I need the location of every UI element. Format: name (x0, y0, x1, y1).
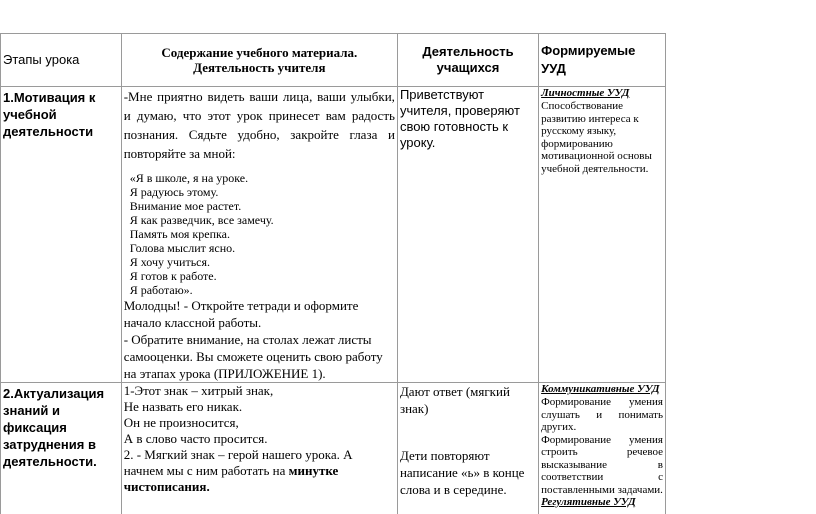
row1-uud-cell (539, 87, 666, 383)
header-content-line2: Деятельность учителя (193, 60, 326, 75)
row2-students-b: Дети повторяют написание «ь» в конце слова и в середине. (399, 448, 525, 497)
row1-content-cell (121, 87, 397, 383)
poem-line: Я как разведчик, все замечу. (129, 213, 274, 227)
row1-students: Приветствуют учителя, проверяют свою готовность к уроку. (399, 87, 520, 150)
header-students-cell (397, 34, 538, 87)
table-row (1, 383, 666, 514)
header-uud: Формируемые УУД (541, 43, 636, 76)
row2-line-2-text: 2. - Мягкий знак – герой нашего урока. А начнем мы с ним работать на (123, 447, 353, 478)
row1-outro-2: - Обратите внимание, на столах лежат листы самооценки. Вы сможете оценить свою работу на этапах урока (ПРИЛОЖЕНИЕ 1). (123, 332, 383, 381)
row2-content-cell (121, 383, 397, 514)
poem-line: Я готов к работе. (129, 269, 217, 283)
row1-uud-text: Способствование развитию интереса к русскому языку, формированию мотивационной основы учебной деятельности. (541, 100, 652, 175)
row1-stage-cell (1, 87, 122, 383)
row1-poem (124, 171, 395, 297)
poem-line: Я радуюсь этому. (129, 185, 219, 199)
row2-students-cell (397, 383, 538, 514)
header-content-cell (121, 34, 397, 87)
row2-uud-heading: Коммуникативные УУД (541, 383, 660, 395)
row2-uud-heading-2: Регулятивные УУД (541, 496, 636, 508)
header-students-line1: Деятельность (422, 44, 514, 59)
header-stages-cell (1, 34, 122, 87)
header-content-line1: Содержание учебного материала. (161, 45, 358, 60)
header-students-line2: учащихся (436, 60, 500, 75)
header-stages: Этапы урока (3, 52, 80, 67)
row1-students-cell (397, 87, 538, 383)
row2-uud-text-1: Формирование умения слушать и понимать других. (541, 396, 663, 433)
poem-line: Я работаю». (129, 283, 193, 297)
row1-teacher-intro: -Мне приятно видеть ваши лица, ваши улыбки, и думаю, что этот урок принесет вам радость познания. Сядьте удобно, закройте глаза и повторяйте за мной: (123, 89, 395, 161)
row2-line: Он не произносится, (123, 415, 239, 430)
row1-outro-1: Молодцы! - Откройте тетради и оформите начало классной работы. (123, 298, 359, 330)
poem-line: Внимание мое растет. (129, 199, 242, 213)
row2-line-2 (124, 447, 395, 495)
row2-line: 1-Этот знак – хитрый знак, (123, 383, 274, 398)
row2-uud-cell (539, 383, 666, 514)
table-header-row (1, 34, 666, 87)
row2-stage-cell (1, 383, 122, 514)
row2-students-a: Дают ответ (мягкий знак) (399, 384, 510, 416)
row1-uud-heading: Личностные УУД (541, 87, 630, 99)
poem-line: Голова мыслит ясно. (129, 241, 236, 255)
lesson-plan-table (0, 33, 666, 514)
row2-line: Не назвать его никак. (123, 399, 243, 414)
row1-stage: 1.Мотивация к учебной деятельности (3, 90, 96, 139)
row2-lines (124, 383, 395, 495)
header-uud-cell (539, 34, 666, 87)
poem-line: Я хочу учиться. (129, 255, 211, 269)
row2-line: А в слово часто просится. (123, 431, 268, 446)
table-row (1, 87, 666, 383)
poem-line: «Я в школе, я на уроке. (129, 171, 249, 185)
row2-line-2-bold: минутке чистописания. (123, 463, 339, 494)
poem-line: Память моя крепка. (129, 227, 230, 241)
row2-stage: 2.Актуализация знаний и фиксация затруднения в деятельности. (3, 386, 105, 469)
row2-uud-text-2: Формирование умения строить речевое высказывание в соответствии с поставленными задачами. (541, 433, 663, 496)
